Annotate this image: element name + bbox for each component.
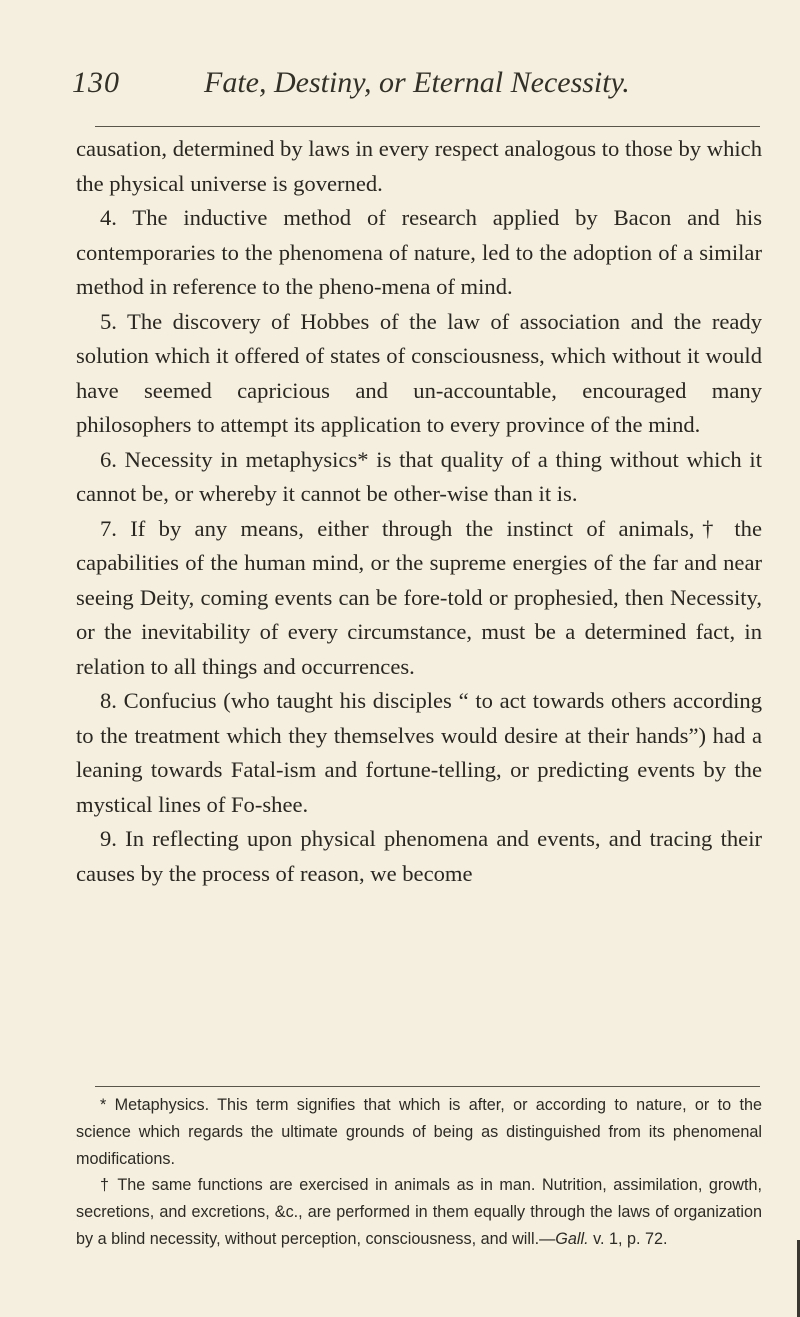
footnote-citation: v. 1, p. 72. [588, 1229, 668, 1248]
body-text [76, 132, 762, 891]
paragraph-6: 6. Necessity in metaphysics* is that quality of a thing without which it cannot be, or whereby it cannot be other-wise than it is. [76, 446, 762, 506]
footnote-rule [95, 1086, 760, 1087]
footnote-metaphysics: * Metaphysics. This term signifies that which is after, or according to nature, or to the science which regards the ultimate grounds of being as distinguished from its phenomenal modifications. [76, 1096, 762, 1168]
footnote-animals-text: † The same functions are exercised in animals as in man. Nutrition, assimilation, growth, secretions, and excretions, &c., are performed in them equally through the laws of organization by a blind necessity, without perception, consciousness, and will.— [76, 1176, 762, 1248]
continuation-paragraph: causation, determined by laws in every respect analogous to those by which the physical universe is governed. [76, 136, 762, 196]
page-header [72, 66, 762, 106]
page-number: 130 [72, 66, 120, 99]
paragraph-4: 4. The inductive method of research applied by Bacon and his contemporaries to the phenomena of nature, led to the adoption of a similar method in reference to the pheno-mena of mind. [76, 205, 762, 299]
paragraph-5: 5. The discovery of Hobbes of the law of association and the ready solution which it offered of states of consciousness, which without it would have seemed capricious and un-accountable, encouraged many philosophers to attempt its application to every province of the mind. [76, 308, 762, 437]
footnote-source: Gall. [555, 1229, 589, 1248]
running-title: Fate, Destiny, or Eternal Necessity. [204, 66, 630, 99]
paragraph-8: 8. Confucius (who taught his disciples “ to act towards others according to the treatment which they themselves would desire at their hands”) had a leaning towards Fatal-ism and fortune-telling, or predicting events by the mystical lines of Fo-shee. [76, 688, 762, 817]
footnote-animals [76, 1172, 762, 1252]
header-rule [95, 126, 760, 127]
footnotes [76, 1092, 762, 1253]
paragraph-7: 7. If by any means, either through the instinct of animals,† the capabilities of the human mind, or the supreme energies of the far and near seeing Deity, coming events can be fore-told or prophesied, then Necessity, or the inevitability of every circumstance, must be a determined fact, in relation to all things and occurrences. [76, 515, 762, 679]
paragraph-9: 9. In reflecting upon physical phenomena and events, and tracing their causes by the process of reason, we become [76, 826, 762, 886]
